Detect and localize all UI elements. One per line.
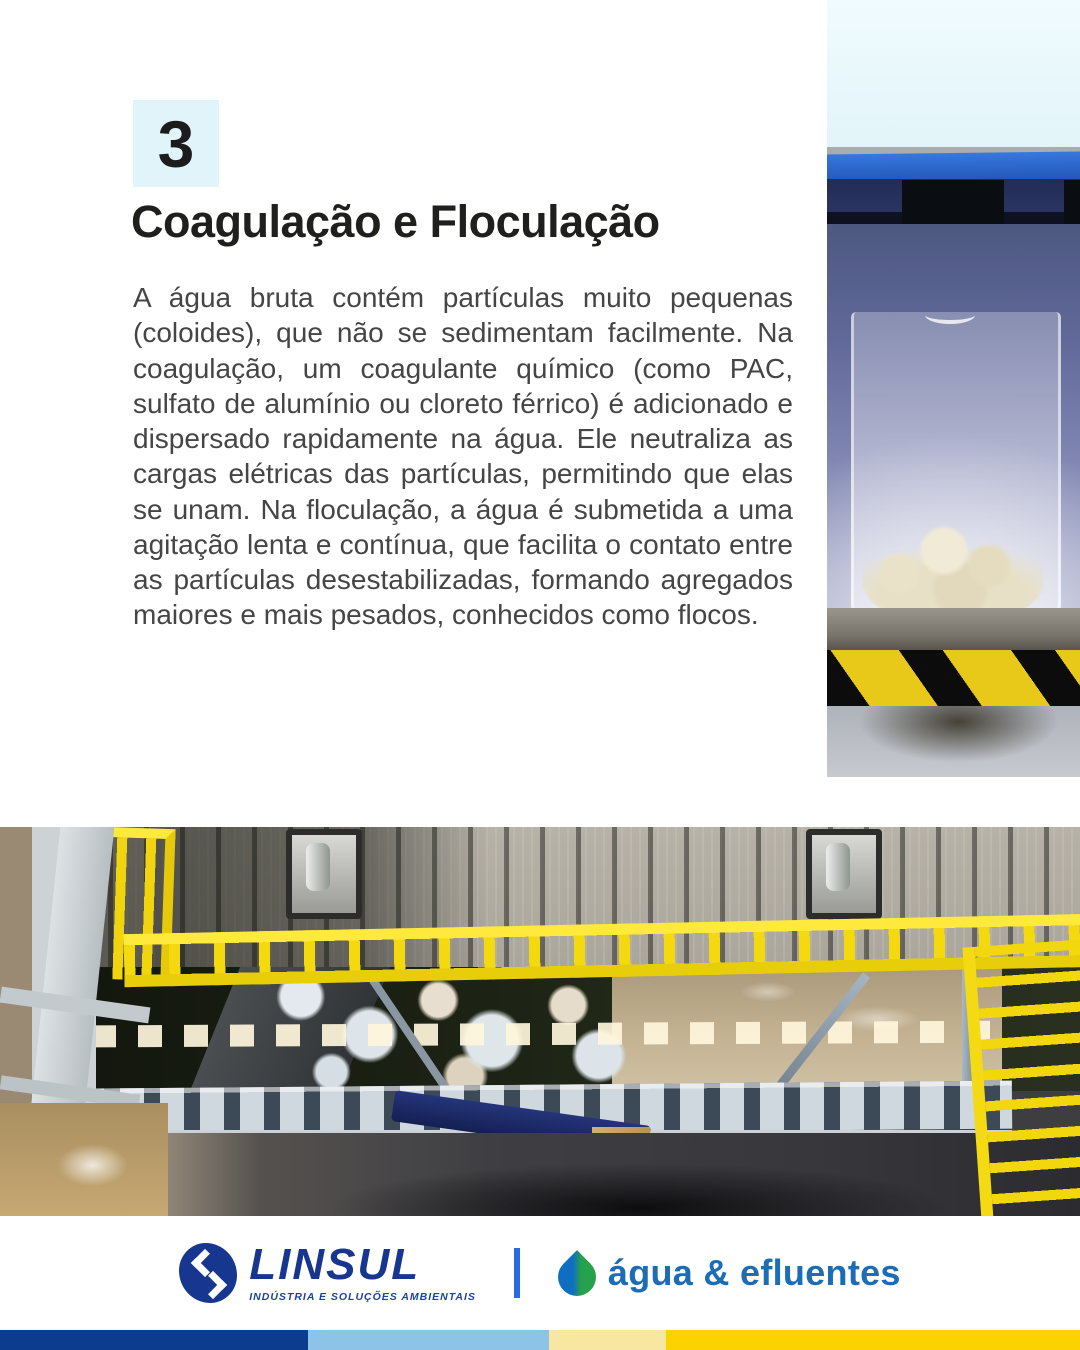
footer-color-bar <box>0 1330 1080 1350</box>
jar-tester-blue-bar <box>827 151 1080 182</box>
beaker-spout <box>925 306 975 324</box>
hazard-stripe-edge <box>827 650 1080 708</box>
bar-segment-navy <box>0 1330 308 1350</box>
overflow-water <box>0 1103 168 1216</box>
bar-segment-paleyellow <box>549 1330 666 1350</box>
linsul-leaf-arrows-icon <box>179 1243 237 1303</box>
step-number-box <box>133 100 219 187</box>
step-number: 3 <box>157 106 195 181</box>
bench-surface <box>827 608 1080 652</box>
floc-cloud <box>863 503 1043 617</box>
body-paragraph: A água bruta contém partículas muito pequenas (coloides), que não se sedimentam facilmente. Na coagulação, um coagulante químico (como PAC, sulfato de alumínio ou cloreto férrico) é adicionado e dispersado rapidamente na água. Ele neutraliza as cargas elétricas das partículas, permitindo que elas se unam. Na floculação, a água é submetida a uma agitação lenta e contínua, que facilita o contato entre as partículas desestabilizadas, formando agregados maiores e mais pesados, conhecidos como flocos. <box>133 282 793 631</box>
brand-tagline: INDÚSTRIA E SOLUÇÕES AMBIENTAIS <box>249 1291 476 1303</box>
jar-test-photo <box>827 0 1080 777</box>
footer <box>0 1216 1080 1330</box>
yellow-railing-right <box>962 939 1080 1216</box>
page-title: Coagulação e Floculação <box>131 196 660 247</box>
agua-efluentes-logo <box>558 1250 901 1296</box>
mixer-motor-right <box>806 829 882 919</box>
bar-segment-gold <box>666 1330 1080 1350</box>
water-drop-icon <box>550 1250 604 1304</box>
reflection-surface <box>827 706 1080 777</box>
brand-name: LINSUL <box>249 1240 421 1289</box>
division-name: água & efluentes <box>607 1252 901 1293</box>
linsul-wordmark <box>249 1240 476 1303</box>
linsul-logo <box>179 1240 476 1303</box>
footer-divider <box>514 1248 520 1298</box>
photo-bright-background <box>827 0 1080 150</box>
mixer-motor-left <box>286 829 362 919</box>
treatment-plant-photo <box>0 827 1080 1216</box>
bar-segment-lightblue <box>308 1330 549 1350</box>
